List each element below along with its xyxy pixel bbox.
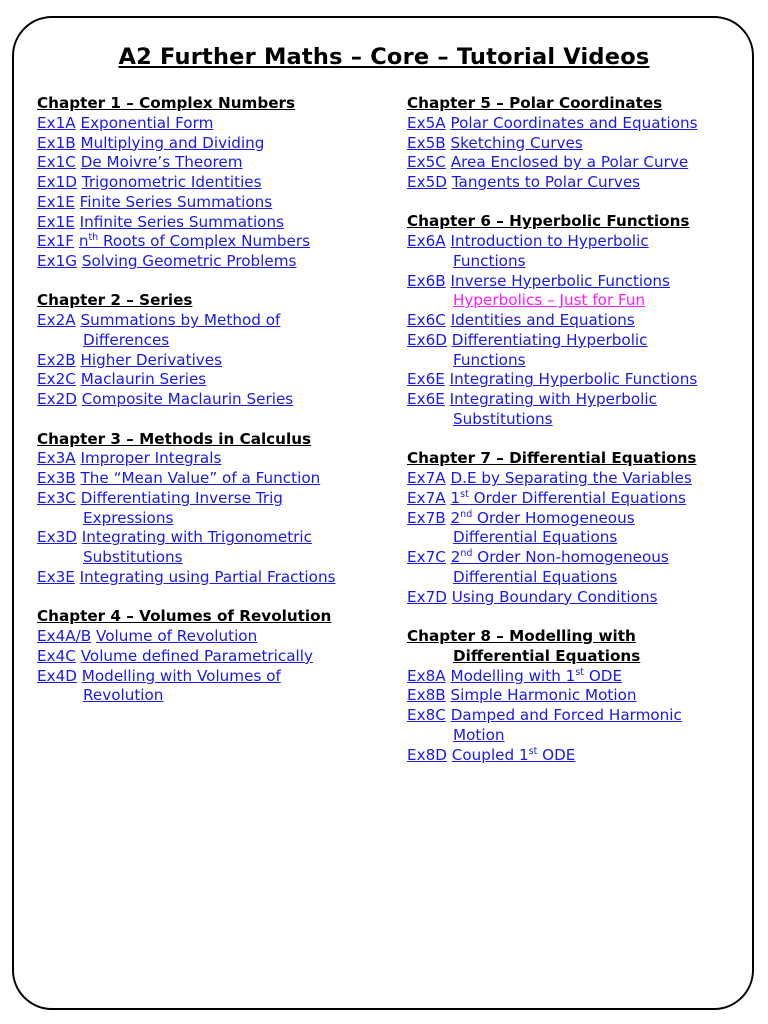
chapter-heading	[37, 430, 382, 450]
chapter-section	[37, 94, 382, 272]
exercise-code[interactable]: Ex5D	[407, 173, 447, 191]
exercise-code[interactable]: Ex4C	[37, 646, 76, 665]
video-title-continued[interactable]: Functions	[453, 251, 526, 270]
video-link[interactable]	[407, 588, 737, 608]
chapter-heading-text: Chapter 4 – Volumes of Revolution	[37, 607, 332, 626]
exercise-code[interactable]: Ex6D	[407, 330, 447, 349]
video-link[interactable]	[37, 528, 382, 568]
video-title[interactable]: Differentiating Inverse Trig	[80, 488, 283, 507]
video-title-part[interactable]: Order Differential Equations	[468, 488, 686, 507]
video-title-part[interactable]: ODE	[584, 666, 623, 685]
video-link[interactable]	[37, 489, 382, 529]
chapter-section	[407, 212, 737, 429]
exercise-code[interactable]: Ex8A	[407, 666, 446, 685]
video-title[interactable]	[450, 667, 622, 685]
ordinal-suffix: nd	[460, 548, 473, 560]
exercise-code[interactable]: Ex5B	[407, 133, 446, 152]
video-link[interactable]	[407, 114, 737, 134]
video-title[interactable]: Volume defined Parametrically	[80, 646, 313, 665]
exercise-code[interactable]: Ex1B	[37, 133, 76, 152]
chapter-section	[37, 607, 382, 706]
ordinal-suffix: th	[88, 232, 99, 244]
video-title[interactable]: Damped and Forced Harmonic	[450, 706, 682, 725]
right-column	[407, 94, 737, 785]
video-link[interactable]	[37, 153, 382, 173]
video-title[interactable]: Using Boundary Conditions	[451, 587, 658, 606]
video-link[interactable]	[407, 134, 737, 154]
video-link[interactable]	[407, 489, 737, 509]
video-title[interactable]: Area Enclosed by a Polar Curve	[450, 153, 689, 172]
video-title[interactable]: Finite Series Summations	[79, 192, 273, 211]
video-link[interactable]	[37, 232, 382, 252]
video-title[interactable]: Identities and Equations	[450, 311, 635, 330]
video-title[interactable]: Integrating Hyperbolic Functions	[449, 370, 698, 389]
chapter-heading	[37, 94, 382, 114]
exercise-code[interactable]: Ex6C	[407, 311, 446, 330]
chapter-heading-text: Chapter 5 – Polar Coordinates	[407, 94, 663, 112]
video-link[interactable]	[407, 370, 737, 390]
chapter-section	[407, 627, 737, 765]
video-title[interactable]: Polar Coordinates and Equations	[450, 113, 698, 132]
video-link[interactable]	[407, 469, 737, 489]
video-title[interactable]: Multiplying and Dividing	[80, 133, 265, 152]
video-title-continued[interactable]: Functions	[453, 350, 526, 369]
video-link[interactable]	[407, 746, 737, 766]
chapter-heading	[407, 94, 737, 114]
video-title-part[interactable]: Coupled 1	[451, 745, 529, 764]
chapter-section	[37, 291, 382, 410]
chapter-heading-text: Chapter 3 – Methods in Calculus	[37, 429, 312, 448]
exercise-code[interactable]: Ex6B	[407, 271, 446, 290]
video-title[interactable]: Integrating using Partial Fractions	[79, 567, 336, 586]
video-title[interactable]	[451, 548, 669, 566]
exercise-code[interactable]: Ex1F	[37, 232, 74, 251]
video-title-part[interactable]: Roots of Complex Numbers	[98, 232, 311, 251]
video-link-extra[interactable]: Hyperbolics – Just for Fun	[453, 291, 646, 310]
video-link[interactable]	[37, 173, 382, 193]
video-title[interactable]	[450, 489, 685, 507]
video-title[interactable]: Inverse Hyperbolic Functions	[450, 271, 670, 290]
video-title[interactable]: Higher Derivatives	[80, 350, 223, 369]
video-title[interactable]: Introduction to Hyperbolic	[450, 232, 649, 251]
video-title-continued[interactable]: Substitutions	[453, 409, 553, 428]
exercise-code[interactable]: Ex6E	[407, 390, 445, 409]
exercise-code[interactable]: Ex1C	[37, 153, 76, 172]
video-link[interactable]	[407, 331, 737, 371]
chapter-heading-text: Chapter 2 – Series	[37, 291, 193, 310]
exercise-code[interactable]: Ex1E	[37, 212, 75, 231]
video-link[interactable]	[37, 390, 382, 410]
video-link[interactable]	[407, 706, 737, 746]
exercise-code[interactable]: Ex7D	[407, 587, 447, 606]
video-link[interactable]	[407, 232, 737, 272]
video-link[interactable]	[407, 686, 737, 706]
chapter-heading-text: Chapter 6 – Hyperbolic Functions	[407, 212, 690, 231]
video-title[interactable]: Volume of Revolution	[96, 627, 258, 646]
chapter-heading-text: Chapter 1 – Complex Numbers	[37, 94, 296, 112]
video-title[interactable]: Composite Maclaurin Series	[81, 390, 294, 409]
video-title-part[interactable]: Order Non-homogeneous	[472, 548, 669, 567]
chapter-heading-text: Chapter 8 – Modelling with	[407, 627, 636, 646]
exercise-code[interactable]: Ex2D	[37, 390, 77, 409]
exercise-code[interactable]: Ex3B	[37, 469, 76, 488]
video-title-continued[interactable]: Revolution	[83, 686, 164, 705]
exercise-code[interactable]: Ex3E	[37, 567, 75, 586]
video-title[interactable]: Exponential Form	[80, 113, 214, 132]
exercise-code[interactable]: Ex8C	[407, 706, 446, 725]
video-title[interactable]	[451, 509, 635, 527]
exercise-code[interactable]: Ex6A	[407, 232, 446, 251]
video-title-continued[interactable]: Differential Equations	[453, 567, 618, 586]
video-link[interactable]	[407, 509, 737, 549]
video-title[interactable]	[452, 746, 576, 764]
ordinal-suffix: st	[528, 745, 538, 757]
video-link[interactable]	[407, 390, 737, 430]
exercise-code[interactable]: Ex3A	[37, 449, 76, 468]
video-title[interactable]	[79, 232, 310, 250]
video-link[interactable]	[37, 647, 382, 667]
video-title[interactable]: Differentiating Hyperbolic	[451, 330, 648, 349]
video-title[interactable]: Simple Harmonic Motion	[450, 686, 637, 705]
chapter-heading	[407, 627, 737, 667]
chapter-section	[407, 94, 737, 193]
video-title[interactable]: Infinite Series Summations	[79, 212, 285, 231]
video-title[interactable]: D.E by Separating the Variables	[450, 469, 692, 488]
video-link[interactable]	[37, 213, 382, 233]
exercise-code[interactable]: Ex3D	[37, 528, 77, 547]
exercise-code[interactable]: Ex1G	[37, 252, 78, 270]
video-title[interactable]: De Moivre’s Theorem	[80, 153, 243, 172]
video-title[interactable]: Modelling with Volumes of	[81, 666, 281, 685]
video-link[interactable]	[37, 370, 382, 390]
video-link[interactable]	[407, 173, 737, 193]
video-title[interactable]: Maclaurin Series	[80, 370, 207, 389]
video-title-part[interactable]: Order Homogeneous	[472, 508, 635, 527]
exercise-code[interactable]: Ex6E	[407, 370, 445, 389]
video-link[interactable]	[37, 252, 382, 272]
video-title-part[interactable]: 1	[450, 488, 461, 507]
video-link[interactable]	[37, 114, 382, 134]
chapter-heading-text-line2: Differential Equations	[453, 646, 641, 665]
video-link[interactable]	[407, 667, 737, 687]
video-link[interactable]	[37, 134, 382, 154]
exercise-code[interactable]: Ex1A	[37, 113, 76, 132]
exercise-code[interactable]: Ex5C	[407, 153, 446, 172]
video-title-continued[interactable]: Motion	[453, 725, 505, 744]
video-link[interactable]	[37, 351, 382, 371]
video-link[interactable]	[37, 568, 382, 588]
chapter-section	[407, 449, 737, 607]
chapter-heading	[37, 607, 382, 627]
exercise-code[interactable]: Ex2B	[37, 350, 76, 369]
ordinal-suffix: st	[575, 666, 585, 678]
video-title-part[interactable]: n	[78, 232, 89, 251]
page-title: A2 Further Maths – Core – Tutorial Videos	[118, 44, 650, 70]
video-title[interactable]: Solving Geometric Problems	[81, 252, 297, 270]
exercise-code[interactable]: Ex4D	[37, 666, 77, 685]
chapter-heading	[37, 291, 382, 311]
video-title[interactable]: Tangents to Polar Curves	[451, 173, 641, 191]
video-title-continued[interactable]: Differences	[83, 330, 170, 349]
video-title-part[interactable]: 2	[450, 548, 461, 567]
exercise-code[interactable]: Ex7A	[407, 488, 446, 507]
video-link[interactable]	[37, 311, 382, 351]
chapter-section	[37, 430, 382, 588]
exercise-code[interactable]: Ex7C	[407, 548, 446, 567]
video-title[interactable]: Integrating with Hyperbolic	[449, 390, 657, 409]
video-title-part[interactable]: 2	[450, 508, 461, 527]
exercise-code[interactable]: Ex2C	[37, 370, 76, 389]
video-title-part[interactable]: Modelling with 1	[450, 666, 576, 685]
chapter-heading	[407, 449, 737, 469]
video-link[interactable]	[407, 272, 737, 292]
exercise-code[interactable]: Ex3C	[37, 488, 76, 507]
video-title-continued[interactable]: Substitutions	[83, 548, 183, 567]
chapter-heading	[407, 212, 737, 232]
video-link[interactable]	[37, 667, 382, 707]
exercise-code[interactable]: Ex7A	[407, 469, 446, 488]
chapter-heading-text: Chapter 7 – Differential Equations	[407, 449, 697, 468]
video-link[interactable]	[37, 627, 382, 647]
video-link[interactable]	[407, 311, 737, 331]
video-title[interactable]: The “Mean Value” of a Function	[80, 469, 321, 488]
exercise-code[interactable]: Ex5A	[407, 113, 446, 132]
video-title-continued[interactable]: Expressions	[83, 508, 174, 527]
exercise-code[interactable]: Ex4A/B	[37, 627, 92, 646]
video-title[interactable]: Integrating with Trigonometric	[81, 528, 312, 547]
ordinal-suffix: st	[460, 488, 469, 500]
video-title[interactable]: Sketching Curves	[450, 133, 583, 152]
video-link[interactable]	[407, 548, 737, 588]
exercise-code[interactable]: Ex8B	[407, 686, 446, 705]
video-link[interactable]	[407, 153, 737, 173]
exercise-code[interactable]: Ex2A	[37, 311, 76, 330]
video-link[interactable]	[37, 193, 382, 213]
video-link[interactable]	[37, 449, 382, 469]
video-title[interactable]: Summations by Method of	[80, 311, 281, 330]
video-title-continued[interactable]: Differential Equations	[453, 528, 618, 547]
video-link[interactable]	[37, 469, 382, 489]
ordinal-suffix: nd	[460, 508, 473, 520]
left-column	[37, 94, 382, 726]
exercise-code[interactable]: Ex1E	[37, 192, 75, 211]
exercise-code[interactable]: Ex8D	[407, 745, 447, 764]
video-title-part[interactable]: ODE	[537, 745, 576, 764]
exercise-code[interactable]: Ex7B	[407, 508, 446, 527]
video-title[interactable]: Improper Integrals	[80, 449, 222, 468]
exercise-code[interactable]: Ex1D	[37, 173, 77, 191]
video-title[interactable]: Trigonometric Identities	[81, 173, 262, 191]
